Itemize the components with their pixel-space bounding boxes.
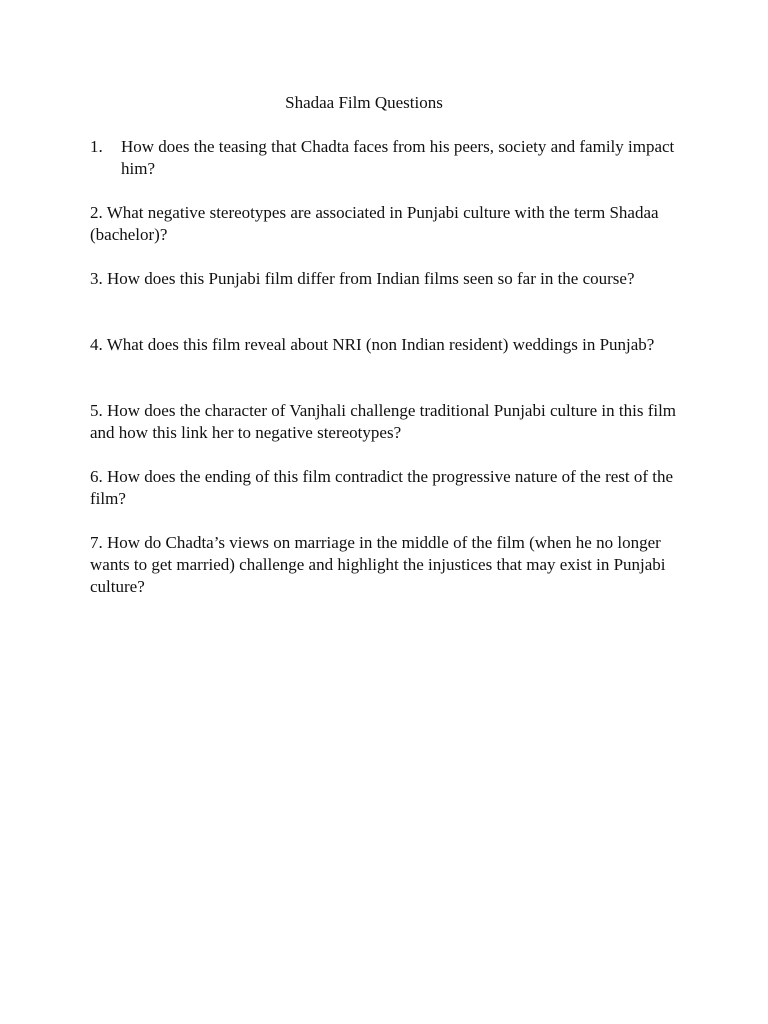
question-5: 5. How does the character of Vanjhali challenge traditional Punjabi culture in this film and how this link her to negative stereotypes? (90, 401, 677, 442)
question-7: 7. How do Chadta’s views on marriage in the middle of the film (when he no longer wants to get married) challenge and highlight the injustices that may exist in Punjabi culture? (90, 533, 666, 596)
question-1-number: 1. (90, 137, 103, 156)
question-6: 6. How does the ending of this film contradict the progressive nature of the rest of the film? (90, 467, 674, 508)
question-3: 3. How does this Punjabi film differ from Indian films seen so far in the course? (90, 269, 635, 288)
question-1 (90, 136, 680, 180)
question-2: 2. What negative stereotypes are associated in Punjabi culture with the term Shadaa (bachelor)? (90, 203, 659, 244)
page-title: Shadaa Film Questions (285, 93, 443, 112)
question-1-text: How does the teasing that Chadta faces from his peers, society and family impact him? (121, 137, 675, 178)
question-4: 4. What does this film reveal about NRI (non Indian resident) weddings in Punjab? (90, 335, 655, 354)
